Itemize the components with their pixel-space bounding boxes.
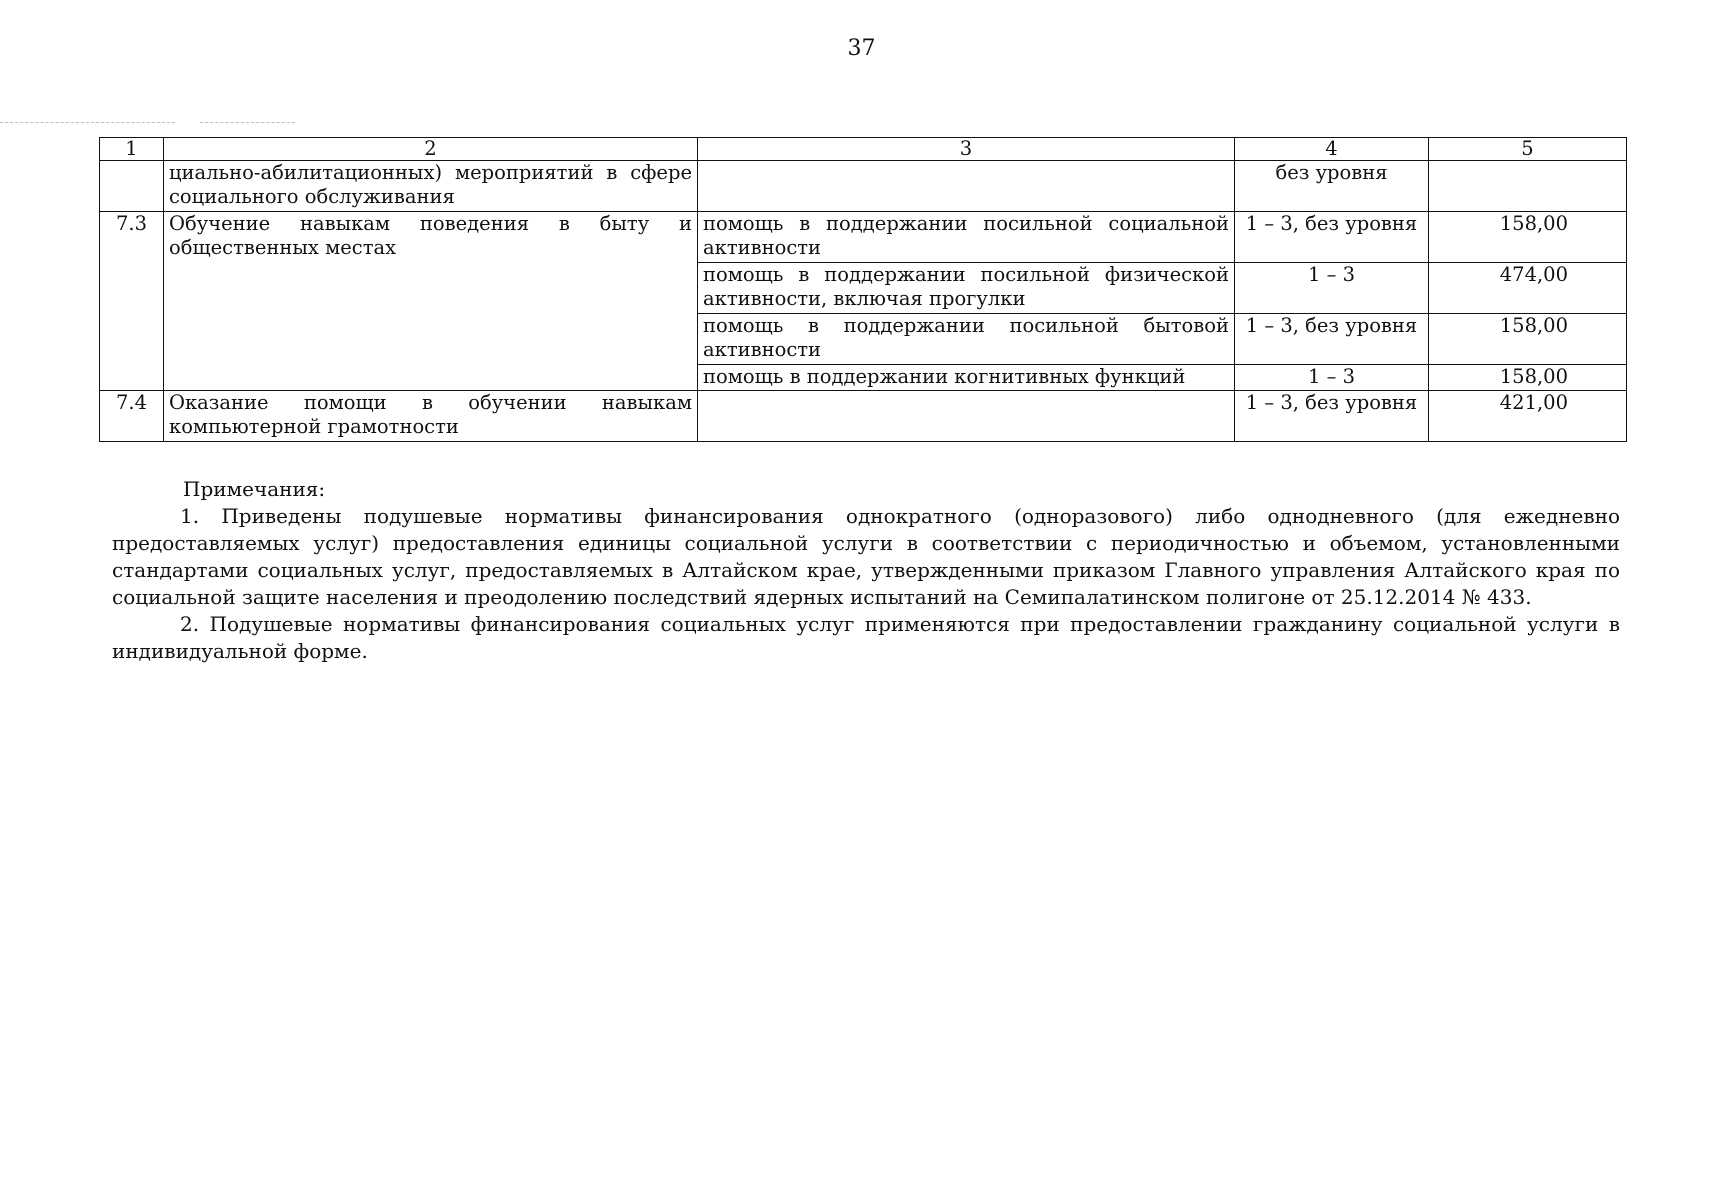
service-subtype: помощь в поддержании посильной социальной активности — [698, 212, 1235, 263]
notes-title: Примечания: — [183, 477, 326, 501]
service-price: 158,00 — [1429, 314, 1627, 365]
column-number: 3 — [698, 138, 1235, 161]
service-level: 1 – 3 — [1235, 365, 1429, 391]
notes-section — [112, 476, 1620, 665]
table-row — [100, 161, 1627, 212]
service-level: 1 – 3, без уровня — [1235, 391, 1429, 442]
service-subtype — [698, 161, 1235, 212]
service-subtype — [698, 391, 1235, 442]
note-item: 2. Подушевые нормативы финансирования социальных услуг применяются при предоставлении гражданину социальной услуги в индивидуальной форме. — [112, 612, 1620, 663]
service-name: циально-абилитационных) мероприятий в сфере социального обслуживания — [164, 161, 698, 212]
service-price: 421,00 — [1429, 391, 1627, 442]
column-number: 5 — [1429, 138, 1627, 161]
service-level: 1 – 3, без уровня — [1235, 212, 1429, 263]
page-number: 37 — [847, 36, 876, 61]
service-name: Оказание помощи в обучении навыкам компьютерной грамотности — [164, 391, 698, 442]
service-name: Обучение навыкам поведения в быту и общественных местах — [164, 212, 698, 391]
service-price: 158,00 — [1429, 365, 1627, 391]
row-number: 7.4 — [100, 391, 164, 442]
scan-artifact-line — [0, 122, 175, 123]
column-number: 2 — [164, 138, 698, 161]
column-number: 1 — [100, 138, 164, 161]
service-subtype: помощь в поддержании посильной бытовой активности — [698, 314, 1235, 365]
service-price: 158,00 — [1429, 212, 1627, 263]
service-level: 1 – 3 — [1235, 263, 1429, 314]
note-item: 1. Приведены подушевые нормативы финансирования однократного (одноразового) либо однодневного (для ежедневно предоставляемых услуг) предоставления единицы социальной услуги в соответствии с периодичностью и объемом, установленными стандартами социальных услуг, предоставляемых в Алтайском крае, утвержденными приказом Главного управления Алтайского края по социальной защите населения и преодолению последствий ядерных испытаний на Семипалатинском полигоне от 25.12.2014 № 433. — [112, 504, 1620, 609]
row-number: 7.3 — [100, 212, 164, 391]
service-price — [1429, 161, 1627, 212]
table-row — [100, 391, 1627, 442]
scan-artifact-line — [200, 122, 295, 123]
financing-norms-table — [99, 137, 1627, 442]
service-level: без уровня — [1235, 161, 1429, 212]
service-subtype: помощь в поддержании когнитивных функций — [698, 365, 1235, 391]
column-number: 4 — [1235, 138, 1429, 161]
service-level: 1 – 3, без уровня — [1235, 314, 1429, 365]
service-price: 474,00 — [1429, 263, 1627, 314]
table-row — [100, 212, 1627, 263]
column-number-row — [100, 138, 1627, 161]
row-number — [100, 161, 164, 212]
service-subtype: помощь в поддержании посильной физической активности, включая прогулки — [698, 263, 1235, 314]
